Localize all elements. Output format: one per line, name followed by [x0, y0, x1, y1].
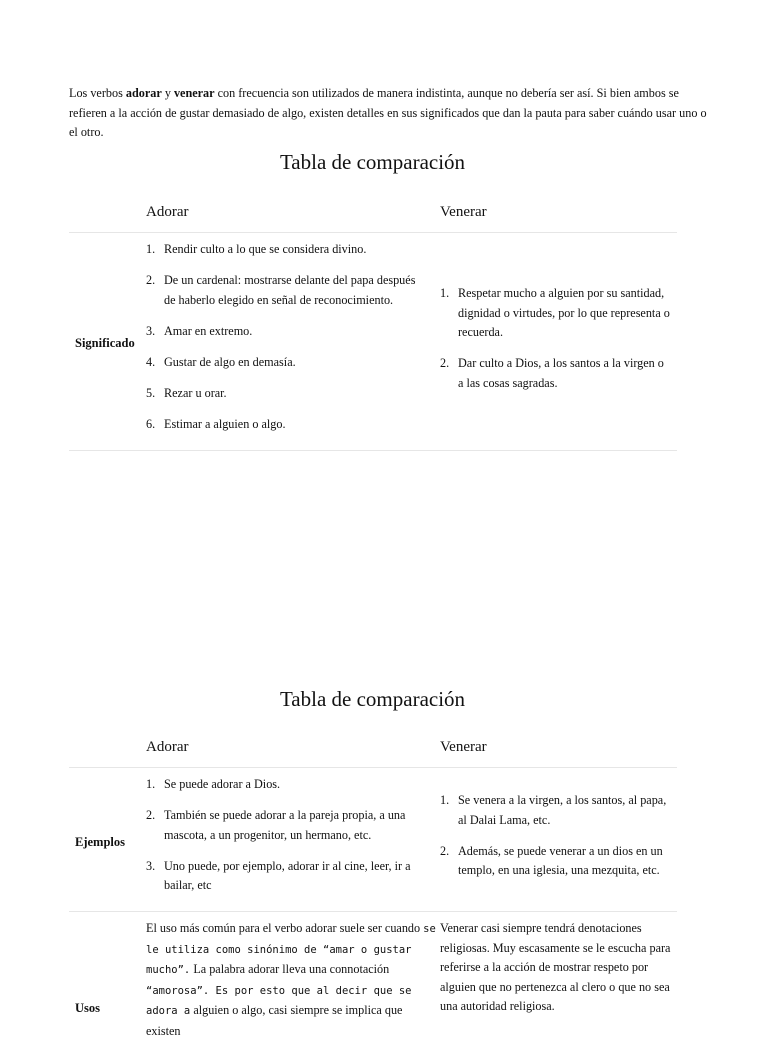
table2-ejemplos-adorar-list: [146, 775, 424, 907]
list-item: 6. Estimar a alguien o algo.: [146, 416, 286, 431]
intro-text-3: con frecuencia son utilizados de manera indistinta, aunque no debería ser así. Si bien ambos se refieren a la acción de gustar demasiado de algo, existen detalles en sus significados que dan la pauta para saber cuándo usar uno o el otro.: [69, 86, 707, 139]
list-item: 2. Dar culto a Dios, a los santos a la virgen o a las cosas sagradas.: [440, 356, 664, 390]
table2-usos-venerar-text: Venerar casi siempre tendrá denotaciones religiosas. Muy escasamente se le escucha para referirse a la acción de mostrar respeto por alguien que no pertenezca al clero o que no sea una autoridad religiosa.: [440, 921, 671, 1013]
intro-bold-adorar: adorar: [125, 86, 162, 100]
list-item: 1. Se venera a la virgen, a los santos, al papa, al Dalai Lama, etc.: [440, 793, 667, 827]
table1-title: Tabla de comparación: [279, 150, 466, 174]
table1-row-label-significado: Significado: [75, 336, 135, 350]
table2-usos-adorar-text: El uso más común para el verbo adorar suele ser cuando se le utiliza como sinónimo de “amar o gustar mucho”. La palabra adorar lleva una connotación “amorosa”. Es por esto que al decir que se adora a alguien o algo, casi siempre se implica que existen: [146, 921, 436, 1038]
list-item: 2. Además, se puede venerar a un dios en un templo, en una iglesia, una mezquita, etc.: [440, 843, 663, 877]
list-item: 1. Respetar mucho a alguien por su santidad, dignidad o virtudes, por lo que representa o recuerda.: [440, 286, 670, 339]
list-item: 5. Rezar u orar.: [146, 385, 227, 400]
table1-bottom-rule: [69, 450, 677, 451]
table1-header-venerar: Venerar: [440, 204, 487, 220]
table2-middle-rule: [69, 911, 677, 912]
list-item: 3. Uno puede, por ejemplo, adorar ir al cine, leer, ir a bailar, etc: [146, 858, 411, 892]
intro-bold-venerar: venerar: [173, 86, 215, 100]
list-item: 4. Gustar de algo en demasía.: [146, 354, 296, 369]
table1-header-adorar: Adorar: [146, 204, 189, 220]
table2-top-rule: [69, 767, 677, 768]
table2-row-label-usos: Usos: [75, 1001, 101, 1015]
list-item: 1. Se puede adorar a Dios.: [146, 777, 281, 791]
table1-top-rule: [69, 232, 677, 233]
intro-paragraph: [69, 84, 709, 143]
list-item: 3. Amar en extremo.: [146, 323, 253, 338]
table1-adorar-list: [146, 240, 424, 446]
list-item: 2. También se puede adorar a la pareja propia, a una mascota, a un progenitor, un hermano, etc.: [146, 808, 406, 842]
table1-venerar-list: [440, 284, 672, 405]
table2-row-label-ejemplos: Ejemplos: [75, 835, 125, 849]
list-item: 1. Rendir culto a lo que se considera divino.: [146, 242, 367, 256]
intro-text-1: Los verbos: [69, 86, 126, 100]
table2-title: Tabla de comparación: [279, 687, 466, 711]
table2-header-adorar: Adorar: [146, 739, 189, 755]
table2-header-venerar: Venerar: [440, 739, 487, 755]
intro-text-2: y: [161, 86, 174, 100]
table2-ejemplos-venerar-list: [440, 791, 674, 892]
list-item: 2. De un cardenal: mostrarse delante del papa después de haberlo elegido en señal de reconocimiento.: [146, 273, 416, 307]
